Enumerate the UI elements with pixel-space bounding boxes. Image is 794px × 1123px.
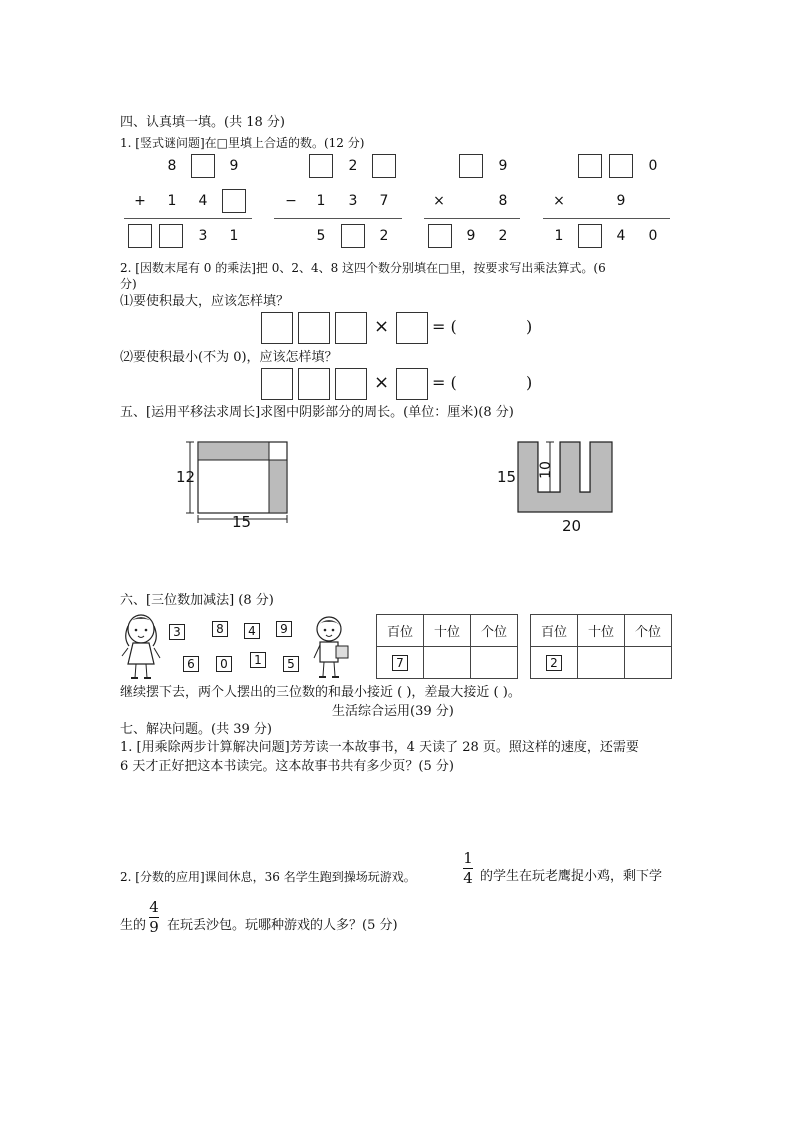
girl-illustration [120,612,162,682]
digit: 2 [379,228,389,244]
digit: 8 [167,158,177,174]
cell-hundreds[interactable] [377,647,424,679]
number-card[interactable]: 6 [183,656,199,672]
figure-2-inner-label: 10 [537,461,554,479]
digit: 0 [648,158,658,174]
digit: 9 [229,158,239,174]
cell-hundreds[interactable] [531,647,578,679]
section-6-title: 六、[三位数加减法] (8 分) [120,593,274,608]
answer-box[interactable] [261,312,293,344]
answer-box[interactable] [578,154,602,178]
operator: + [134,193,146,209]
answer-box[interactable] [335,368,367,400]
answer-box[interactable] [609,154,633,178]
digit: 8 [498,193,508,209]
question-4-2-line1: 2. [因数末尾有 0 的乘法]把 0、2、4、8 这四个数分别填在□里，按要求写出乘法算式。(6 [120,261,606,275]
product-line [424,218,520,219]
answer-box[interactable] [128,224,152,248]
digit: 0 [648,228,658,244]
answer-box[interactable] [298,312,330,344]
question-4-2-part1: ⑴要使积最大，应该怎样填？ [120,294,290,309]
section-subtitle: 生活综合运用(39 分) [332,704,454,719]
sum-line [124,218,252,219]
place-value-table-right [530,614,672,679]
answer-box[interactable] [341,224,365,248]
cell-tens[interactable] [578,647,625,679]
number-card: 7 [392,655,408,671]
question-7-2-text1: 2. [分数的应用]课间休息，36 名学生跑到操场玩游戏。 [120,870,416,884]
operator: × [433,193,445,209]
cell-tens[interactable] [424,647,471,679]
digit: 1 [316,193,326,209]
operator: × [553,193,565,209]
question-4-2-line2: 分) [120,277,137,291]
digit: 3 [348,193,358,209]
question-7-1-line2: 6 天才正好把这本书读完。这本故事书共有多少页？(5 分) [120,759,454,774]
times-sign: × [374,372,390,393]
digit: 1 [229,228,239,244]
figure-2-width-label: 20 [562,517,582,535]
number-card[interactable]: 5 [283,656,299,672]
answer-box[interactable] [396,312,428,344]
answer-box[interactable] [372,154,396,178]
difference-line [274,218,402,219]
number-card: 2 [546,655,562,671]
answer-box[interactable] [222,189,246,213]
answer-box[interactable] [191,154,215,178]
numerator: 4 [149,898,159,916]
number-card[interactable]: 0 [216,656,232,672]
header-hundreds: 百位 [531,615,578,647]
close-paren: ) [526,373,533,392]
number-card[interactable]: 3 [169,624,185,640]
header-ones: 个位 [625,615,672,647]
answer-box[interactable] [396,368,428,400]
equals-paren: = ( [432,317,457,336]
operator: − [285,193,297,209]
fraction-one-quarter [463,850,473,887]
denominator: 9 [149,918,159,936]
digit: 4 [616,228,626,244]
digit: 7 [379,193,389,209]
digit: 9 [616,193,626,209]
question-7-1-line1: 1. [用乘除两步计算解决问题]芳芳读一本故事书，4 天读了 28 页。照这样的速度，还需要 [120,740,639,755]
number-card[interactable]: 1 [250,652,266,668]
digit: 4 [198,193,208,209]
boy-illustration [310,614,352,682]
answer-box[interactable] [159,224,183,248]
answer-box[interactable] [578,224,602,248]
question-4-2-part2: ⑵要使积最小(不为 0)，应该怎样填？ [120,350,338,365]
answer-box[interactable] [459,154,483,178]
section-5-title: 五、[运用平移法求周长]求图中阴影部分的周长。(单位：厘米)(8 分) [120,405,514,420]
equals-paren: = ( [432,373,457,392]
section-4-title: 四、认真填一填。(共 18 分) [120,115,285,130]
digit: 9 [498,158,508,174]
digit: 3 [198,228,208,244]
u-shape-figure [515,440,619,516]
fraction-four-ninths [149,899,159,936]
digit: 2 [498,228,508,244]
header-hundreds: 百位 [377,615,424,647]
answer-box[interactable] [298,368,330,400]
digit: 5 [316,228,326,244]
numerator: 1 [463,849,473,867]
figure-2-height-label: 15 [497,468,517,486]
section-6-question: 继续摆下去，两个人摆出的三位数的和最小接近 ( )，差最大接近 ( )。 [120,685,521,700]
close-paren: ) [526,317,533,336]
answer-box[interactable] [335,312,367,344]
digit: 2 [348,158,358,174]
times-sign: × [374,316,390,337]
figure-1-width-label: 15 [232,513,252,531]
section-7-title: 七、解决问题。(共 39 分) [120,722,272,737]
figure-1-height-label: 12 [176,468,196,486]
question-7-2-text4: 在玩丢沙包。玩哪种游戏的人多？(5 分) [167,918,398,933]
question-7-2-text3: 生的 [120,918,147,933]
answer-box[interactable] [309,154,333,178]
product-line [543,218,670,219]
digit: 1 [167,193,177,209]
answer-box[interactable] [428,224,452,248]
question-7-2-text2: 的学生在玩老鹰捉小鸡，剩下学 [480,869,663,884]
denominator: 4 [463,869,473,887]
question-4-1: 1. [竖式谜问题]在□里填上合适的数。(12 分) [120,136,365,150]
number-card[interactable]: 8 [212,621,228,637]
place-value-table-left [376,614,518,679]
header-ones: 个位 [471,615,518,647]
cell-ones[interactable] [471,647,518,679]
number-card[interactable]: 9 [276,621,292,637]
digit: 1 [554,228,564,244]
digit: 9 [466,228,476,244]
header-tens: 十位 [578,615,625,647]
answer-box[interactable] [261,368,293,400]
cell-ones[interactable] [625,647,672,679]
header-tens: 十位 [424,615,471,647]
number-card[interactable]: 4 [244,623,260,639]
